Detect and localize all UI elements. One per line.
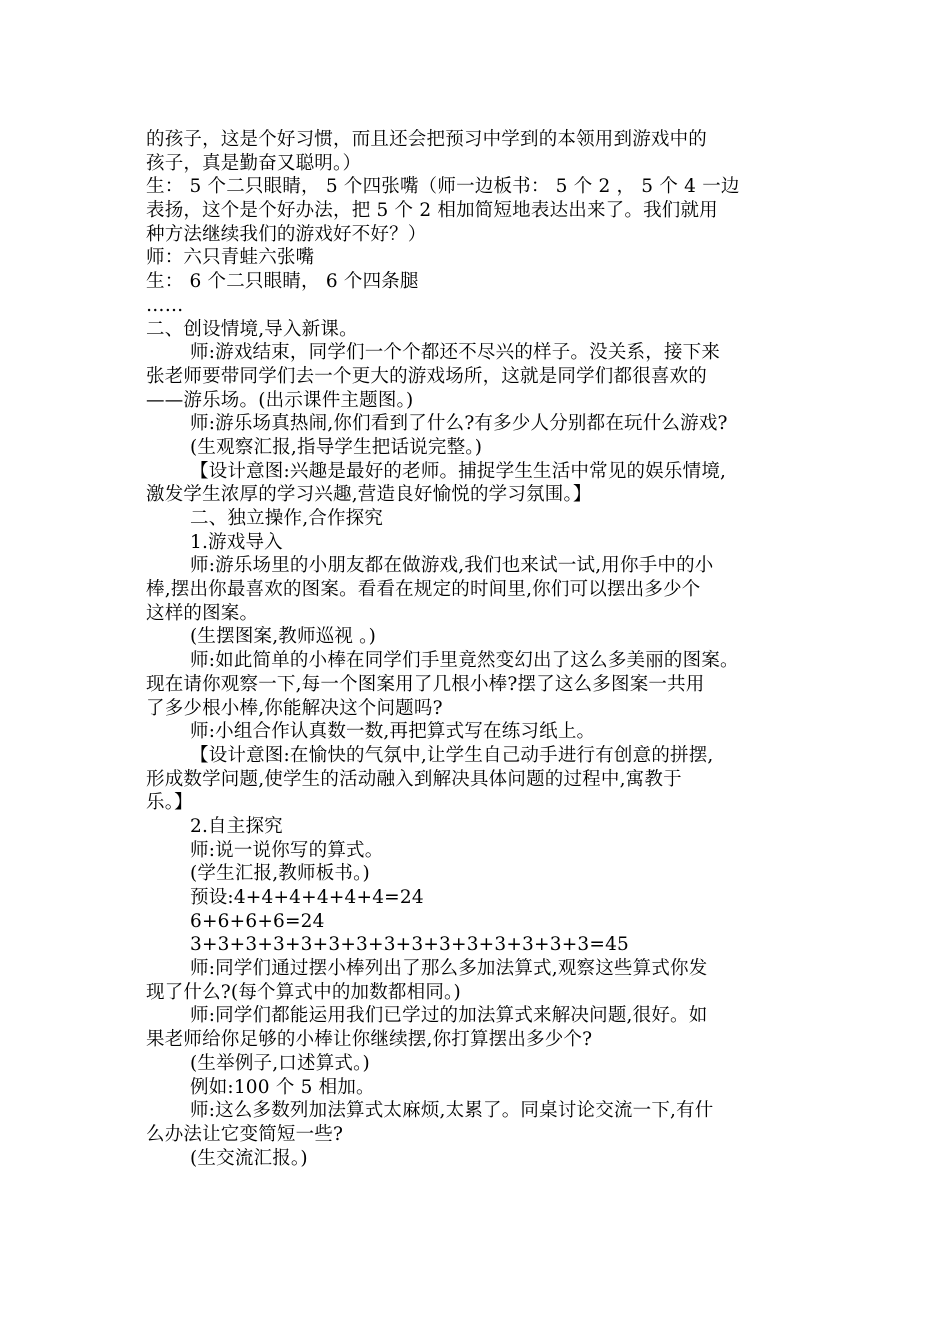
text-line: 张老师要带同学们去一个更大的游戏场所，这就是同学们都很喜欢的 [146,365,708,387]
text-line: (生举例子,口述算式。) [190,1052,370,1074]
text-line: 2.自主探究 [190,815,283,837]
text-line: 激发学生浓厚的学习兴趣,营造良好愉悦的学习氛围。】 [146,484,592,506]
text-line: 乐。】 [146,792,193,814]
text-line: 师:如此简单的小棒在同学们手里竟然变幻出了这么多美丽的图案。 [190,650,739,672]
text-line: 这样的图案。 [146,602,259,624]
text-line: 生： 6 个二只眼睛， 6 个四条腿 [146,271,419,293]
text-line: 表扬，这个是个好办法，把 5 个 2 相加简短地表达出来了。我们就用 [146,200,718,222]
text-line: 现在请你观察一下,每一个图案用了几根小棒?摆了这么多图案一共用 [146,673,705,695]
text-line: 师:同学们都能运用我们已学过的加法算式来解决问题,很好。如 [190,1005,708,1027]
text-line: 3+3+3+3+3+3+3+3+3+3+3+3+3+3+3=45 [190,934,630,956]
text-line: 预设:4+4+4+4+4+4=24 [190,887,424,908]
text-line: 二、独立操作,合作探究 [190,508,384,529]
text-line: (生观察汇报,指导学生把话说完整。) [190,436,483,458]
text-line: 么办法让它变简短一些? [146,1123,344,1145]
text-line: 【设计意图:兴趣是最好的老师。捕捉学生生活中常见的娱乐情境, [190,460,727,482]
text-line: 果老师给你足够的小棒让你继续摆,你打算摆出多少个? [146,1029,593,1051]
text-line: 现了什么?(每个算式中的加数都相同。) [146,981,461,1003]
text-line: 师:同学们通过摆小棒列出了那么多加法算式,观察这些算式你发 [190,958,708,980]
text-line: (学生汇报,教师板书。) [190,863,370,885]
text-line: 孩子，真是勤奋又聪明。） [146,152,362,174]
text-line: 种方法继续我们的游戏好不好？） [146,223,427,245]
text-line: 6+6+6+6=24 [190,910,325,932]
text-line: 形成数学问题,使学生的活动融入到解决具体问题的过程中,寓教于 [146,768,682,790]
text-line: 例如:100 个 5 相加。 [190,1076,375,1098]
text-line: 了多少根小棒,你能解决这个问题吗? [146,697,443,719]
text-line: 二、创设情境,导入新课。 [146,318,358,340]
text-line: (生交流汇报。) [190,1147,308,1169]
text-line: (生摆图案,教师巡视 。) [190,626,377,648]
text-line: 师:这么多数列加法算式太麻烦,太累了。同桌讨论交流一下,有什 [190,1100,714,1122]
text-line: 师:游乐场里的小朋友都在做游戏,我们也来试一试,用你手中的小 [190,555,714,577]
text-line: 【设计意图:在愉快的气氛中,让学生自己动手进行有创意的拼摆, [190,744,714,766]
text-line: …… [146,294,184,316]
text-line: 生： 5 个二只眼睛， 5 个四张嘴（师一边板书： 5 个 2 ， 5 个 4 一边 [146,176,740,198]
text-line: 棒,摆出你最喜欢的图案。看看在规定的时间里,你们可以摆出多少个 [146,579,701,601]
text-line: 师:说一说你写的算式。 [190,839,384,861]
text-line: 师:游乐场真热闹,你们看到了什么?有多少人分别都在玩什么游戏? [190,413,728,435]
text-line: 1.游戏导入 [190,531,283,553]
text-line: 师:游戏结束，同学们一个个都还不尽兴的样子。没关系，接下来 [190,342,721,364]
text-line: 师:小组合作认真数一数,再把算式写在练习纸上。 [190,721,596,743]
text-line: ——游乐场。(出示课件主题图。) [146,389,414,411]
text-line: 的孩子，这是个好习惯，而且还会把预习中学到的本领用到游戏中的 [146,129,708,150]
document-body [146,128,826,1170]
text-line: 师：六只青蛙六张嘴 [146,247,315,269]
